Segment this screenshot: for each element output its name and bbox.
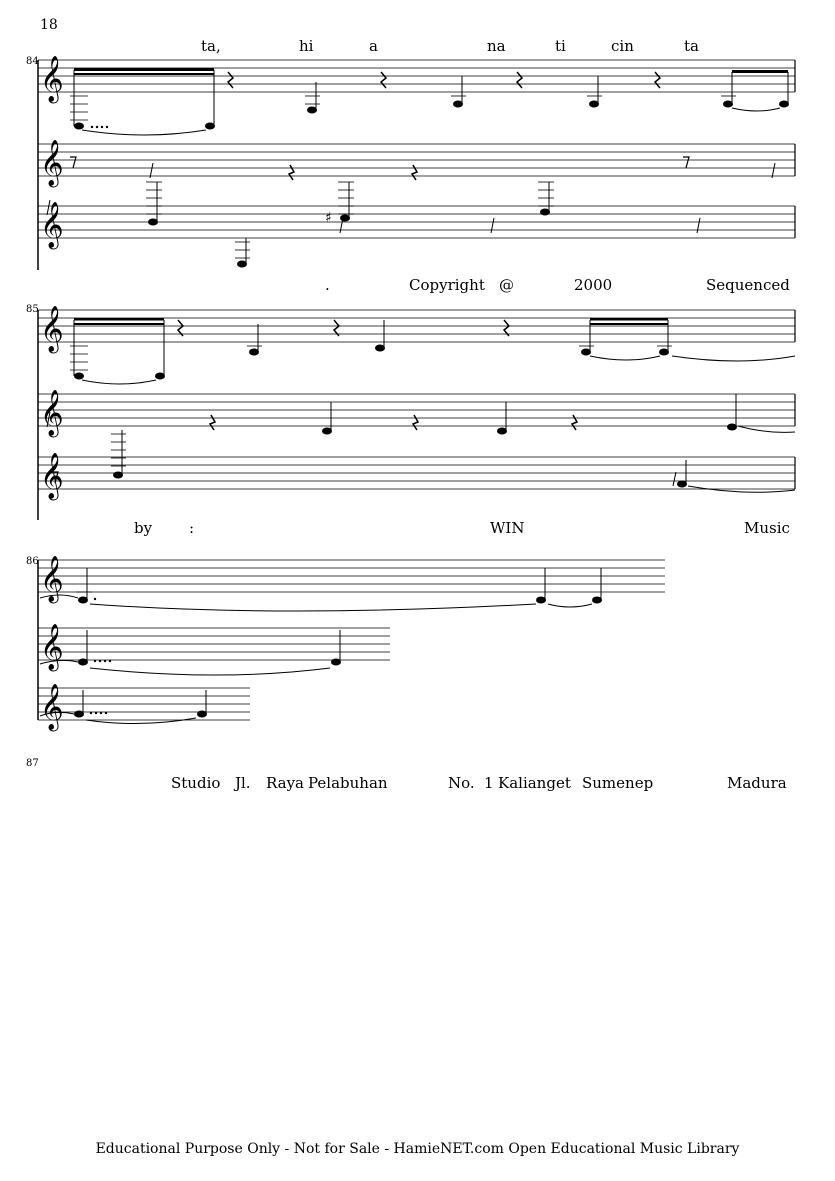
staff-1 bbox=[38, 60, 795, 92]
system-86 bbox=[38, 560, 665, 724]
treble-clefs bbox=[40, 56, 64, 732]
lyric-syllable: Music bbox=[744, 519, 790, 537]
svg-text:𝄞: 𝄞 bbox=[40, 140, 64, 186]
staff-3-notes bbox=[235, 238, 250, 268]
measure-number: 86 bbox=[26, 556, 39, 567]
measure-number: 85 bbox=[26, 304, 39, 315]
staff-2 bbox=[38, 394, 795, 426]
lyric-syllable: 1 bbox=[484, 774, 494, 792]
staff-3-rests bbox=[47, 200, 700, 233]
lyric-syllable: Sequenced bbox=[706, 276, 790, 294]
lyric-syllable: Sumenep bbox=[582, 774, 654, 792]
lyric-syllable: ta bbox=[684, 37, 699, 55]
staff-2-notes bbox=[111, 394, 795, 479]
lyric-syllable: Copyright bbox=[409, 276, 485, 294]
system-84 bbox=[38, 60, 795, 270]
lyric-syllable: . bbox=[325, 276, 330, 294]
staff-1 bbox=[38, 310, 795, 342]
lyric-syllable: by bbox=[134, 519, 153, 537]
lyric-syllable: WIN bbox=[490, 519, 525, 537]
lyric-syllable: : bbox=[189, 519, 195, 537]
staff-1 bbox=[38, 560, 665, 592]
svg-text:𝄞: 𝄞 bbox=[40, 556, 64, 602]
footer-notice: Educational Purpose Only - Not for Sale - HamieNET.com Open Educational Music Library bbox=[95, 1141, 740, 1157]
svg-text:𝄞: 𝄞 bbox=[40, 453, 64, 499]
lyric-syllable: @ bbox=[499, 276, 514, 294]
staff-1-notes bbox=[70, 68, 789, 135]
staff-3 bbox=[38, 688, 250, 720]
page-number: 18 bbox=[40, 17, 58, 33]
lyric-syllable: na bbox=[487, 37, 506, 55]
staff-2-rests bbox=[70, 157, 775, 180]
svg-text:𝄞: 𝄞 bbox=[40, 56, 64, 102]
lyric-syllable: ti bbox=[555, 37, 566, 55]
staff-2-notes bbox=[146, 182, 554, 226]
system-85 bbox=[38, 310, 795, 520]
staff-1-notes bbox=[70, 318, 795, 384]
staff-2-notes bbox=[40, 630, 341, 675]
svg-text:𝄞: 𝄞 bbox=[40, 390, 64, 436]
lyric-syllable: Pelabuhan bbox=[308, 774, 388, 792]
measure-number: 84 bbox=[26, 56, 39, 67]
lyric-syllable: Raya bbox=[266, 774, 304, 792]
lyric-syllable: Kalianget bbox=[498, 774, 571, 792]
svg-text:𝄞: 𝄞 bbox=[40, 684, 64, 730]
staff-3-notes bbox=[40, 690, 207, 724]
lyric-syllable: Madura bbox=[727, 774, 787, 792]
lyric-syllable: cin bbox=[611, 37, 634, 55]
staff-2-rests bbox=[47, 412, 577, 430]
lyric-syllable: No. bbox=[448, 774, 475, 792]
staff-1-notes bbox=[40, 568, 602, 611]
lyric-syllable: ta, bbox=[201, 37, 221, 55]
staff-3-rests bbox=[52, 472, 676, 486]
svg-text:𝄞: 𝄞 bbox=[40, 624, 64, 670]
lyric-syllable: hi bbox=[299, 37, 314, 55]
measure-number: 87 bbox=[26, 758, 39, 769]
svg-text:𝄞: 𝄞 bbox=[40, 306, 64, 352]
lyric-syllable: Studio bbox=[171, 774, 221, 792]
svg-text:𝄞: 𝄞 bbox=[40, 202, 64, 248]
lyric-syllable: Jl. bbox=[235, 774, 251, 792]
lyric-syllable: a bbox=[369, 37, 378, 55]
lyric-syllable: 2000 bbox=[574, 276, 613, 294]
staff-2 bbox=[38, 628, 390, 660]
svg-text:♯: ♯ bbox=[325, 210, 332, 226]
staff-1-rests bbox=[228, 72, 660, 88]
